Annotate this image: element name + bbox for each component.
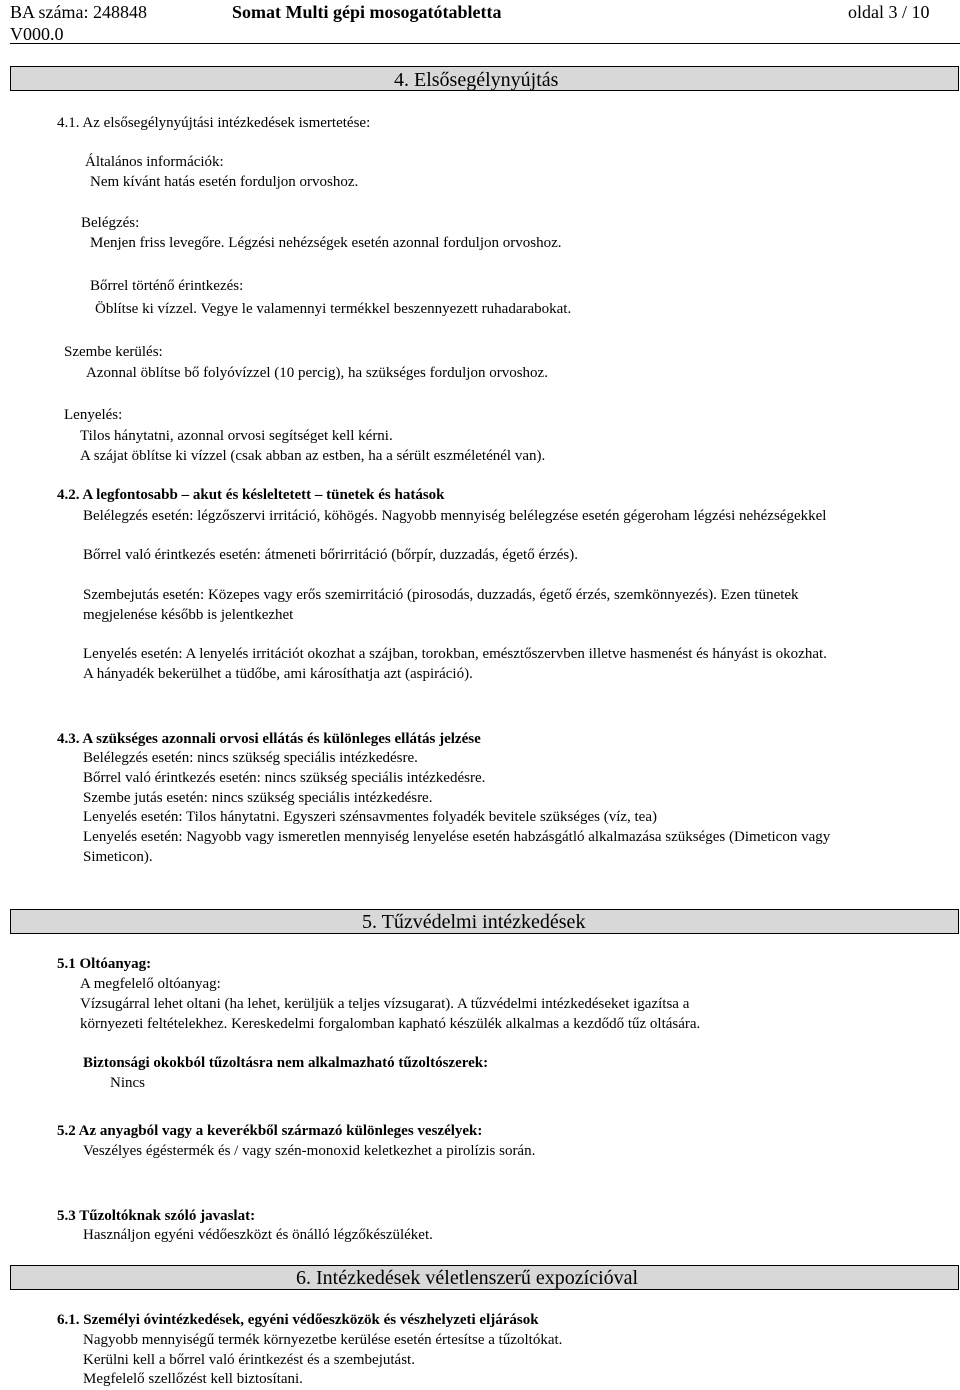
section-6-title: 6. Intézkedések véletlenszerű expozícióval (296, 1267, 639, 1289)
skin-contact-label: Bőrrel történő érintkezés: (90, 278, 244, 294)
treatment-eyes: Szembe jutás esetén: nincs szükség speciális intézkedésre. (83, 790, 433, 806)
treatment-ingestion: Lenyelés esetén: Tilos hánytatni. Egyszeri szénsavmentes folyadék bevitele szükséges (víz, tea) (83, 809, 657, 825)
general-info-label: Általános információk: (85, 154, 224, 170)
symptoms-skin: Bőrrel való érintkezés esetén: átmeneti bőrirritáció (bőrpír, duzzadás, égető érzés). (83, 547, 579, 563)
personal-precaution-3: Megfelelő szellőzést kell biztosítani. (83, 1371, 303, 1387)
subsection-5-3-heading: 5.3 Tűzoltóknak szóló javaslat: (57, 1208, 256, 1224)
eye-contact-text: Azonnal öblítse bő folyóvízzel (10 percig), ha szükséges forduljon orvoshoz. (86, 365, 548, 381)
suitable-media-text-1: Vízsugárral lehet oltani (ha lehet, kerüljük a teljes vízsugarat). A tűzvédelmi intézkedéseket igazítsa a (80, 996, 690, 1012)
special-hazards-text: Veszélyes égéstermék és / vagy szén-monoxid keletkezhet a pirolízis során. (83, 1143, 536, 1159)
treatment-ingestion-large-2: Simeticon). (83, 849, 153, 865)
subsection-6-1-heading: 6.1. Személyi óvintézkedések, egyéni védőeszközök és vészhelyzeti eljárások (57, 1312, 539, 1328)
symptoms-ingestion-2: A hányadék bekerülhet a tüdőbe, ami károsíthatja azt (aspiráció). (83, 666, 473, 682)
document-number: BA száma: 248848 (10, 2, 147, 22)
section-4-title: 4. Elsősegélynyújtás (394, 69, 559, 91)
personal-precaution-2: Kerülni kell a bőrrel való érintkezést és a szembejutást. (83, 1352, 415, 1368)
subsection-4-1-heading: 4.1. Az elsősegélynyújtási intézkedések ismertetése: (57, 115, 371, 131)
symptoms-eyes-1: Szembejutás esetén: Közepes vagy erős szemirritáció (pirosodás, duzzadás, égető érzés, szemkönnyezés). Ezen tünetek (83, 587, 799, 603)
inhalation-label: Belégzés: (81, 215, 140, 231)
unsuitable-media-label: Biztonsági okokból tűzoltásra nem alkalmazható tűzoltószerek: (83, 1055, 489, 1071)
subsection-4-3-heading: 4.3. A szükséges azonnali orvosi ellátás és különleges ellátás jelzése (57, 731, 481, 747)
treatment-inhalation: Belélegzés esetén: nincs szükség speciális intézkedésre. (83, 750, 418, 766)
product-title: Somat Multi gépi mosogatótabletta (232, 2, 502, 22)
inhalation-text: Menjen friss levegőre. Légzési nehézségek esetén azonnal forduljon orvoshoz. (90, 235, 562, 251)
general-info-text: Nem kívánt hatás esetén forduljon orvoshoz. (90, 174, 359, 190)
ingestion-text-1: Tilos hánytatni, azonnal orvosi segítséget kell kérni. (80, 428, 393, 444)
header-rule (10, 43, 960, 44)
suitable-media-label: A megfelelő oltóanyag: (80, 976, 221, 992)
version-label: V000.0 (10, 24, 64, 44)
treatment-ingestion-large-1: Lenyelés esetén: Nagyobb vagy ismeretlen mennyiség lenyelése esetén habzásgátló alkalmazása szükséges (Dimeticon vagy (83, 829, 831, 845)
skin-contact-text: Öblítse ki vízzel. Vegye le valamennyi termékkel beszennyezett ruhadarabokat. (95, 301, 572, 317)
treatment-skin: Bőrrel való érintkezés esetén: nincs szükség speciális intézkedésre. (83, 770, 486, 786)
page-number: oldal 3 / 10 (848, 2, 930, 22)
subsection-4-2-heading: 4.2. A legfontosabb – akut és késleltetett – tünetek és hatások (57, 487, 445, 503)
section-5-title: 5. Tűzvédelmi intézkedések (362, 911, 586, 933)
unsuitable-media-value: Nincs (110, 1075, 145, 1091)
symptoms-ingestion-1: Lenyelés esetén: A lenyelés irritációt okozhat a szájban, torokban, emésztőszervben illetve hasmenést és hányást is okozhat. (83, 646, 827, 662)
personal-precaution-1: Nagyobb mennyiségű termék környezetbe kerülése esetén értesítse a tűzoltókat. (83, 1332, 563, 1348)
symptoms-inhalation: Belélegzés esetén: légzőszervi irritáció, köhögés. Nagyobb mennyiség belélegzése esetén gégeroham légzési nehézségekkel (83, 508, 827, 524)
firefighter-advice-text: Használjon egyéni védőeszközt és önálló légzőkészüléket. (83, 1227, 433, 1243)
subsection-5-1-heading: 5.1 Oltóanyag: (57, 956, 152, 972)
ingestion-label: Lenyelés: (64, 407, 123, 423)
subsection-5-2-heading: 5.2 Az anyagból vagy a keverékből származó különleges veszélyek: (57, 1123, 483, 1139)
eye-contact-label: Szembe kerülés: (64, 344, 163, 360)
suitable-media-text-2: környezeti feltételekhez. Kereskedelmi forgalomban kapható készülék alkalmas a kezdődő tűz oltására. (80, 1016, 701, 1032)
symptoms-eyes-2: megjelenése később is jelentkezhet (83, 607, 294, 623)
ingestion-text-2: A szájat öblítse ki vízzel (csak abban az estben, ha a sérült eszméleténél van). (80, 448, 546, 464)
